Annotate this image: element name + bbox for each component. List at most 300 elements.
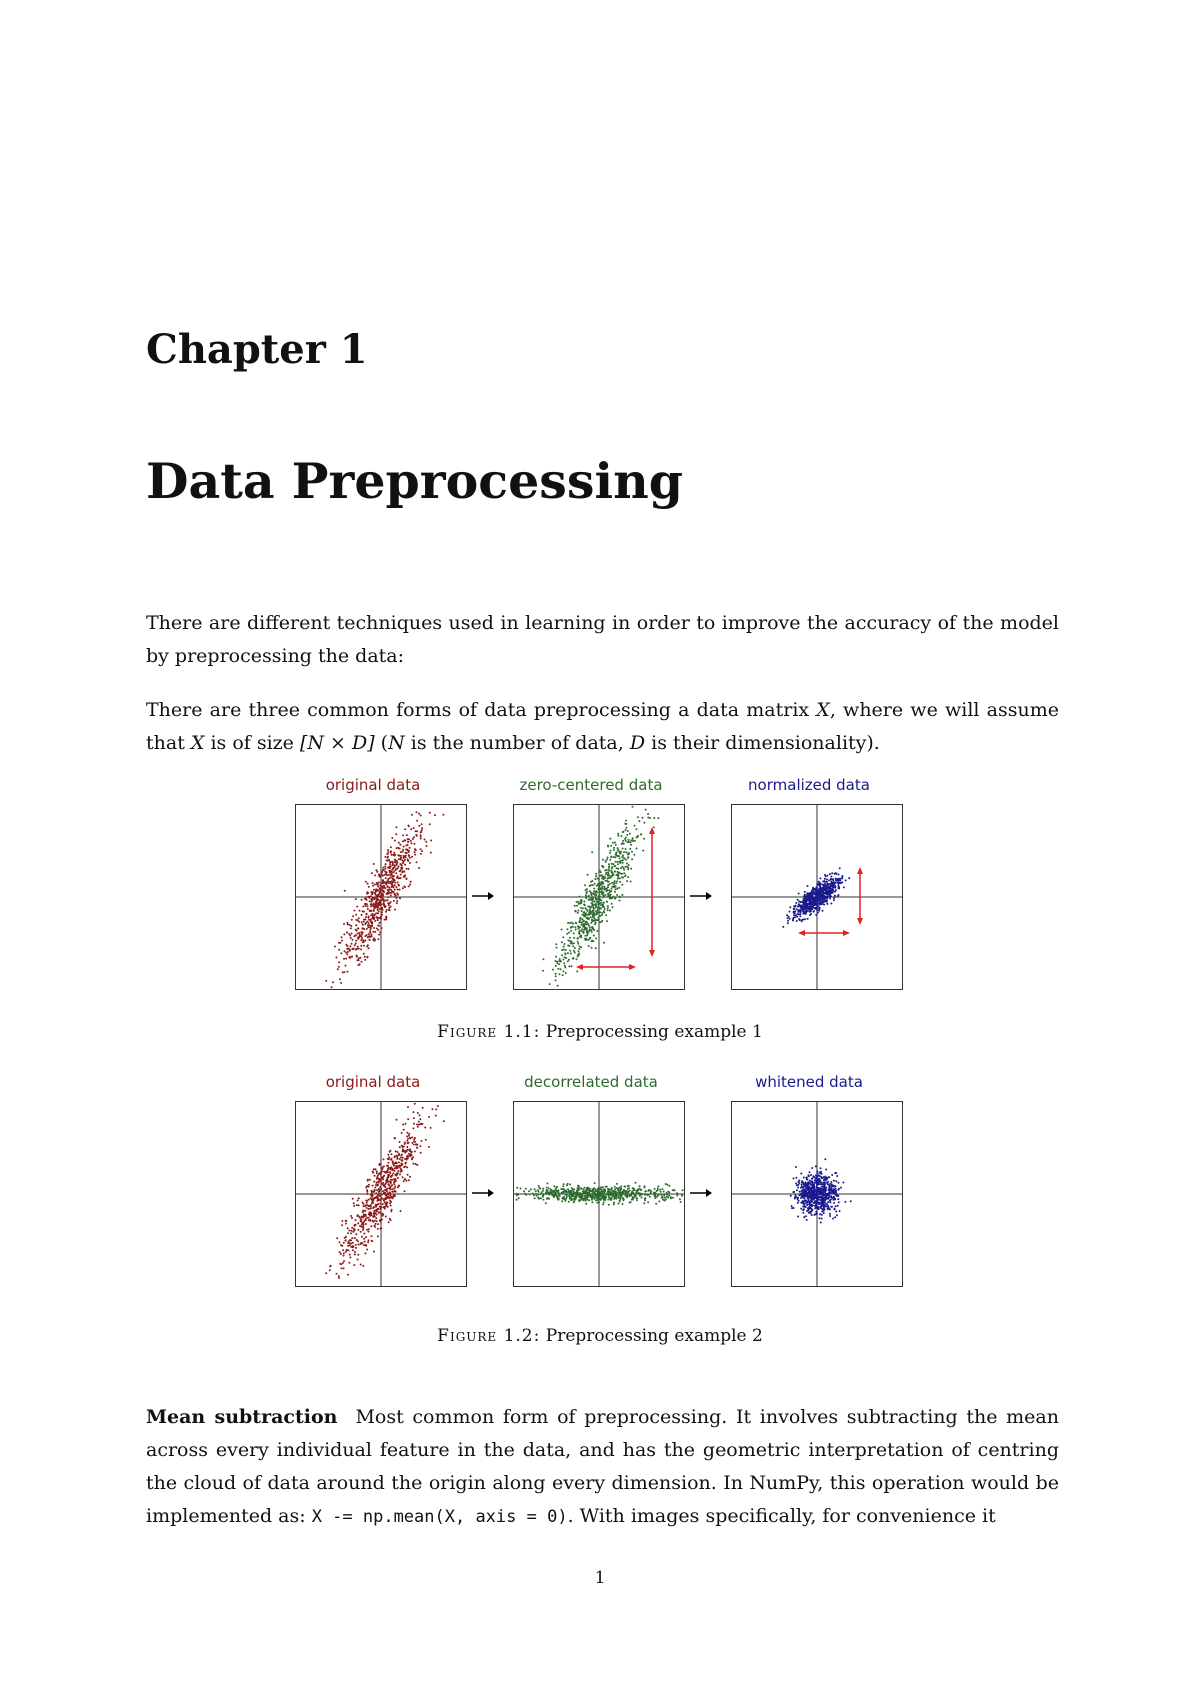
data-point bbox=[424, 839, 426, 841]
data-point bbox=[561, 954, 563, 956]
data-point bbox=[592, 903, 594, 905]
data-point bbox=[394, 1186, 396, 1188]
data-point bbox=[376, 897, 378, 899]
data-point bbox=[342, 1249, 344, 1251]
data-point bbox=[803, 899, 805, 901]
data-point bbox=[838, 1188, 840, 1190]
data-point bbox=[578, 1199, 580, 1201]
data-point bbox=[399, 877, 401, 879]
data-point bbox=[378, 1190, 380, 1192]
data-point bbox=[552, 969, 554, 971]
data-point bbox=[413, 836, 415, 838]
data-point bbox=[588, 939, 590, 941]
data-point bbox=[362, 1203, 364, 1205]
data-point bbox=[825, 1187, 827, 1189]
data-point bbox=[800, 1173, 802, 1175]
data-point bbox=[335, 956, 337, 958]
data-point bbox=[576, 970, 578, 972]
data-point bbox=[575, 1192, 577, 1194]
data-point bbox=[586, 935, 588, 937]
data-point bbox=[349, 924, 351, 926]
data-point bbox=[356, 956, 358, 958]
panel-whitened-data bbox=[716, 1073, 902, 1295]
data-point bbox=[800, 1208, 802, 1210]
data-point bbox=[597, 917, 599, 919]
data-point bbox=[357, 1229, 359, 1231]
data-point bbox=[612, 896, 614, 898]
data-point bbox=[799, 1191, 801, 1193]
data-point bbox=[391, 1175, 393, 1177]
data-point bbox=[395, 826, 397, 828]
data-point bbox=[373, 1212, 375, 1214]
data-point bbox=[625, 1190, 627, 1192]
data-point bbox=[413, 1111, 415, 1113]
data-point bbox=[395, 1191, 397, 1193]
data-point bbox=[601, 886, 603, 888]
data-point bbox=[598, 1192, 600, 1194]
data-point bbox=[367, 936, 369, 938]
data-point bbox=[837, 1205, 839, 1207]
data-point bbox=[826, 878, 828, 880]
data-point bbox=[394, 1155, 396, 1157]
data-point bbox=[817, 893, 819, 895]
data-point bbox=[568, 932, 570, 934]
data-point bbox=[617, 868, 619, 870]
data-point bbox=[831, 888, 833, 890]
data-point bbox=[363, 1215, 365, 1217]
data-point bbox=[811, 1205, 813, 1207]
data-point bbox=[825, 886, 827, 888]
data-point bbox=[815, 1204, 817, 1206]
data-point bbox=[375, 1168, 377, 1170]
arrow-head bbox=[629, 964, 636, 970]
data-point bbox=[345, 958, 347, 960]
data-point bbox=[432, 1108, 434, 1110]
data-point bbox=[612, 863, 614, 865]
data-point bbox=[383, 1206, 385, 1208]
data-point bbox=[680, 1201, 682, 1203]
data-point bbox=[848, 877, 850, 879]
data-point bbox=[397, 1177, 399, 1179]
data-point bbox=[360, 1231, 362, 1233]
data-point bbox=[399, 1158, 401, 1160]
data-point bbox=[358, 921, 360, 923]
data-point bbox=[362, 1265, 364, 1267]
data-point bbox=[615, 854, 617, 856]
data-point bbox=[369, 935, 371, 937]
data-point bbox=[344, 950, 346, 952]
data-point bbox=[375, 1223, 377, 1225]
data-point bbox=[599, 915, 601, 917]
data-point bbox=[596, 911, 598, 913]
data-point bbox=[828, 1176, 830, 1178]
data-point bbox=[572, 923, 574, 925]
data-point bbox=[420, 853, 422, 855]
data-point bbox=[818, 1217, 820, 1219]
data-point bbox=[841, 876, 843, 878]
data-point bbox=[406, 1166, 408, 1168]
data-point bbox=[343, 1255, 345, 1257]
data-point bbox=[602, 904, 604, 906]
data-point bbox=[807, 885, 809, 887]
data-point bbox=[602, 877, 604, 879]
data-point bbox=[818, 903, 820, 905]
data-point bbox=[627, 876, 629, 878]
data-point bbox=[811, 1214, 813, 1216]
data-point bbox=[408, 1153, 410, 1155]
data-point bbox=[615, 851, 617, 853]
data-point bbox=[623, 872, 625, 874]
data-point bbox=[390, 874, 392, 876]
data-point bbox=[625, 840, 627, 842]
data-point bbox=[539, 1193, 541, 1195]
data-point bbox=[798, 918, 800, 920]
data-point bbox=[562, 970, 564, 972]
data-point bbox=[380, 1188, 382, 1190]
data-point bbox=[376, 906, 378, 908]
data-point bbox=[385, 863, 387, 865]
data-point bbox=[667, 1191, 669, 1193]
data-point bbox=[533, 1194, 535, 1196]
data-point bbox=[387, 1206, 389, 1208]
data-point bbox=[339, 1251, 341, 1253]
data-point bbox=[394, 866, 396, 868]
data-point bbox=[635, 1182, 637, 1184]
data-point bbox=[626, 1195, 628, 1197]
data-point bbox=[365, 881, 367, 883]
data-point bbox=[379, 891, 381, 893]
data-point bbox=[392, 861, 394, 863]
data-point bbox=[371, 934, 373, 936]
data-point bbox=[820, 1202, 822, 1204]
data-point bbox=[555, 973, 557, 975]
data-point bbox=[614, 1186, 616, 1188]
data-point bbox=[811, 1191, 813, 1193]
data-point bbox=[815, 1165, 817, 1167]
data-point bbox=[602, 1197, 604, 1199]
data-point bbox=[662, 1188, 664, 1190]
forms-text-e: is the number of data, bbox=[404, 732, 630, 754]
data-point bbox=[407, 1138, 409, 1140]
data-point bbox=[573, 937, 575, 939]
data-point bbox=[615, 1196, 617, 1198]
data-point bbox=[809, 900, 811, 902]
data-point bbox=[349, 1254, 351, 1256]
data-point bbox=[615, 1190, 617, 1192]
data-point bbox=[816, 907, 818, 909]
data-point bbox=[380, 903, 382, 905]
data-point bbox=[382, 874, 384, 876]
data-point bbox=[551, 1189, 553, 1191]
data-point bbox=[636, 1192, 638, 1194]
data-point bbox=[823, 1196, 825, 1198]
data-point bbox=[837, 885, 839, 887]
data-point bbox=[595, 905, 597, 907]
data-point bbox=[365, 916, 367, 918]
data-point bbox=[637, 816, 639, 818]
data-point bbox=[585, 1196, 587, 1198]
data-point bbox=[353, 1205, 355, 1207]
data-point bbox=[561, 949, 563, 951]
data-point bbox=[572, 1198, 574, 1200]
data-point bbox=[403, 857, 405, 859]
data-point bbox=[364, 1241, 366, 1243]
data-point bbox=[372, 1171, 374, 1173]
data-point bbox=[577, 901, 579, 903]
data-point bbox=[610, 845, 612, 847]
data-point bbox=[359, 957, 361, 959]
mean-text-a: Most common form of preprocessing. It involves subtracting the mean across every individual feature in the data, and has the geometric interpretation of centring the cloud of data around the origin along every dimension. In NumPy, this operation would be implemented as: bbox=[146, 1406, 1059, 1527]
panel-title: original data bbox=[325, 1073, 421, 1091]
data-point bbox=[796, 1189, 798, 1191]
data-point bbox=[383, 885, 385, 887]
data-point bbox=[600, 871, 602, 873]
data-point bbox=[594, 883, 596, 885]
data-point bbox=[371, 905, 373, 907]
data-point bbox=[796, 920, 798, 922]
data-point bbox=[419, 1118, 421, 1120]
data-point bbox=[346, 948, 348, 950]
data-point bbox=[416, 1123, 418, 1125]
data-point bbox=[388, 907, 390, 909]
data-point bbox=[593, 935, 595, 937]
arrow-head bbox=[857, 867, 863, 874]
data-point bbox=[371, 1240, 373, 1242]
data-point bbox=[657, 817, 659, 819]
data-point bbox=[812, 1182, 814, 1184]
data-point bbox=[829, 1213, 831, 1215]
data-point bbox=[413, 827, 415, 829]
data-point bbox=[586, 1188, 588, 1190]
data-point bbox=[338, 942, 340, 944]
data-point bbox=[617, 861, 619, 863]
data-point bbox=[553, 1185, 555, 1187]
data-point bbox=[594, 1182, 596, 1184]
data-point bbox=[373, 1215, 375, 1217]
data-point bbox=[355, 1219, 357, 1221]
data-point bbox=[629, 1194, 631, 1196]
data-point bbox=[668, 1185, 670, 1187]
data-point bbox=[412, 838, 414, 840]
data-point bbox=[649, 817, 651, 819]
data-point bbox=[811, 908, 813, 910]
data-point bbox=[413, 1138, 415, 1140]
data-point bbox=[358, 1244, 360, 1246]
data-point bbox=[362, 928, 364, 930]
data-point bbox=[369, 1179, 371, 1181]
data-point bbox=[820, 1222, 822, 1224]
data-point bbox=[529, 1193, 531, 1195]
data-point bbox=[807, 1209, 809, 1211]
data-point bbox=[368, 924, 370, 926]
data-point bbox=[370, 929, 372, 931]
data-point bbox=[793, 914, 795, 916]
data-point bbox=[621, 835, 623, 837]
data-point bbox=[398, 1185, 400, 1187]
data-point bbox=[622, 831, 624, 833]
data-point bbox=[337, 968, 339, 970]
data-point bbox=[382, 1203, 384, 1205]
data-point bbox=[799, 915, 801, 917]
data-point bbox=[548, 1187, 550, 1189]
data-point bbox=[643, 838, 645, 840]
data-point bbox=[634, 825, 636, 827]
data-point bbox=[377, 886, 379, 888]
data-point bbox=[599, 890, 601, 892]
data-point bbox=[810, 904, 812, 906]
data-point bbox=[597, 901, 599, 903]
data-point bbox=[614, 1188, 616, 1190]
point-cloud bbox=[782, 867, 850, 928]
data-point bbox=[350, 1215, 352, 1217]
data-point bbox=[409, 847, 411, 849]
data-point bbox=[607, 857, 609, 859]
data-point bbox=[657, 1185, 659, 1187]
data-point bbox=[813, 1202, 815, 1204]
data-point bbox=[399, 1173, 401, 1175]
data-point bbox=[365, 1244, 367, 1246]
data-point bbox=[665, 1183, 667, 1185]
data-point bbox=[383, 882, 385, 884]
data-point bbox=[367, 1241, 369, 1243]
data-point bbox=[408, 868, 410, 870]
data-point bbox=[603, 902, 605, 904]
data-point bbox=[387, 1158, 389, 1160]
data-point bbox=[663, 1191, 665, 1193]
data-point bbox=[375, 1206, 377, 1208]
data-point bbox=[375, 916, 377, 918]
data-point bbox=[365, 1223, 367, 1225]
data-point bbox=[374, 874, 376, 876]
data-point bbox=[393, 891, 395, 893]
data-point bbox=[836, 1214, 838, 1216]
data-point bbox=[608, 881, 610, 883]
data-point bbox=[825, 1169, 827, 1171]
data-point bbox=[584, 915, 586, 917]
data-point bbox=[789, 911, 791, 913]
data-point bbox=[376, 1210, 378, 1212]
data-point bbox=[609, 859, 611, 861]
data-point bbox=[356, 959, 358, 961]
data-point bbox=[398, 1161, 400, 1163]
data-point bbox=[588, 1192, 590, 1194]
data-point bbox=[585, 889, 587, 891]
scatter-svg bbox=[732, 805, 902, 989]
data-point bbox=[590, 1195, 592, 1197]
data-point bbox=[609, 883, 611, 885]
data-point bbox=[797, 1187, 799, 1189]
data-point bbox=[351, 1217, 353, 1219]
data-point bbox=[603, 887, 605, 889]
data-point bbox=[816, 1176, 818, 1178]
caption-label: Figure 1.1: bbox=[437, 1022, 541, 1042]
data-point bbox=[364, 959, 366, 961]
data-point bbox=[397, 867, 399, 869]
data-point bbox=[356, 1204, 358, 1206]
data-point bbox=[591, 896, 593, 898]
data-point bbox=[368, 1228, 370, 1230]
data-point bbox=[828, 890, 830, 892]
data-point bbox=[573, 942, 575, 944]
data-point bbox=[364, 1205, 366, 1207]
data-point bbox=[620, 1186, 622, 1188]
data-point bbox=[416, 1164, 418, 1166]
data-point bbox=[805, 910, 807, 912]
data-point bbox=[590, 913, 592, 915]
data-point bbox=[374, 1190, 376, 1192]
data-point bbox=[355, 924, 357, 926]
data-point bbox=[578, 1189, 580, 1191]
data-point bbox=[368, 947, 370, 949]
data-point bbox=[574, 952, 576, 954]
data-point bbox=[627, 1185, 629, 1187]
data-point bbox=[368, 896, 370, 898]
data-point bbox=[804, 1186, 806, 1188]
data-point bbox=[381, 1183, 383, 1185]
data-point bbox=[630, 1201, 632, 1203]
data-point bbox=[611, 1197, 613, 1199]
data-point bbox=[357, 1254, 359, 1256]
data-point bbox=[576, 1194, 578, 1196]
forms-text-b: , where we will assume that bbox=[146, 699, 1059, 754]
data-point bbox=[372, 1185, 374, 1187]
data-point bbox=[566, 928, 568, 930]
mean-subtraction-paragraph bbox=[146, 1401, 1059, 1534]
data-point bbox=[588, 925, 590, 927]
data-point bbox=[351, 1237, 353, 1239]
data-point bbox=[426, 845, 428, 847]
data-point bbox=[412, 1156, 414, 1158]
data-point bbox=[589, 927, 591, 929]
data-point bbox=[435, 1108, 437, 1110]
data-point bbox=[827, 1201, 829, 1203]
data-point bbox=[392, 854, 394, 856]
data-point bbox=[378, 1164, 380, 1166]
data-point bbox=[341, 1267, 343, 1269]
data-point bbox=[588, 1189, 590, 1191]
right-arrow-icon bbox=[688, 1186, 714, 1200]
data-point bbox=[585, 894, 587, 896]
data-point bbox=[830, 1196, 832, 1198]
data-point bbox=[826, 903, 828, 905]
data-point bbox=[572, 926, 574, 928]
data-point bbox=[388, 904, 390, 906]
data-point bbox=[399, 870, 401, 872]
scatter-plot bbox=[731, 804, 903, 990]
data-point bbox=[394, 1170, 396, 1172]
data-point bbox=[589, 910, 591, 912]
data-point bbox=[621, 894, 623, 896]
data-point bbox=[827, 1207, 829, 1209]
data-point bbox=[569, 950, 571, 952]
data-point bbox=[363, 921, 365, 923]
data-point bbox=[583, 1195, 585, 1197]
data-point bbox=[558, 963, 560, 965]
data-point bbox=[384, 868, 386, 870]
data-point bbox=[802, 901, 804, 903]
data-point bbox=[583, 911, 585, 913]
data-point bbox=[400, 1168, 402, 1170]
data-point bbox=[632, 840, 634, 842]
data-point bbox=[418, 1124, 420, 1126]
data-point bbox=[380, 1221, 382, 1223]
data-point bbox=[344, 890, 346, 892]
data-point bbox=[410, 881, 412, 883]
data-point bbox=[346, 945, 348, 947]
data-point bbox=[567, 940, 569, 942]
data-point bbox=[355, 1244, 357, 1246]
data-point bbox=[555, 1188, 557, 1190]
